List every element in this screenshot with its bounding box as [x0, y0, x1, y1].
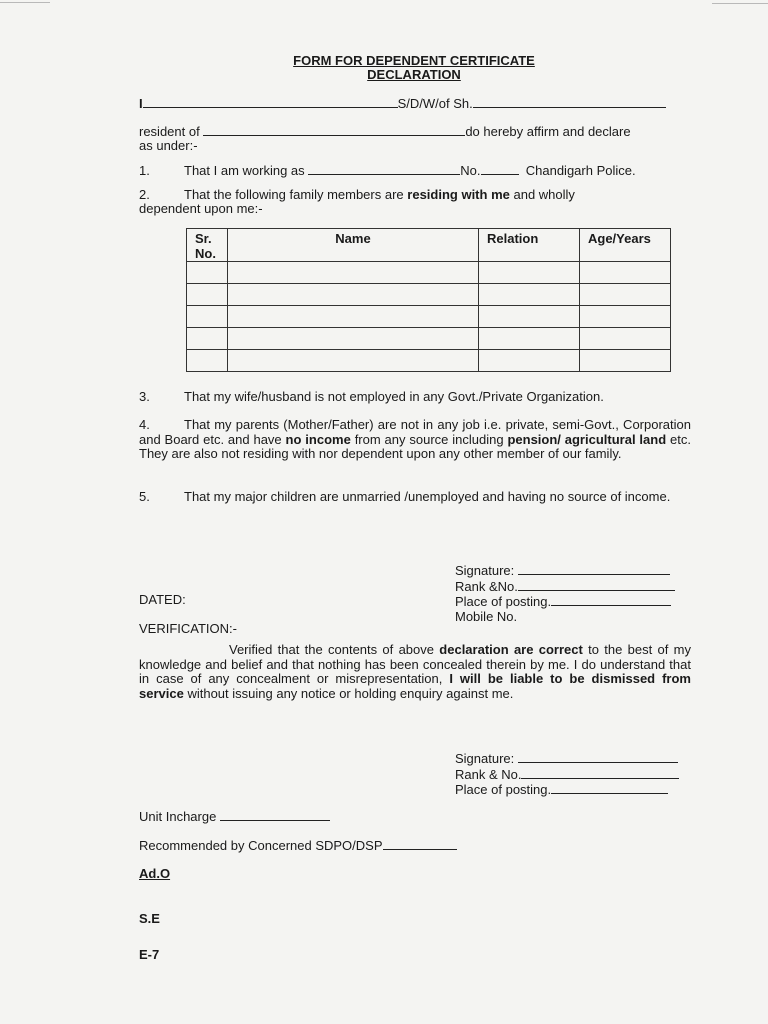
- item-2-text-after: and wholly: [513, 187, 575, 202]
- table-row: [187, 306, 671, 328]
- as-under: as under:-: [139, 138, 198, 153]
- scan-edge-mark: [0, 2, 50, 3]
- place-blank[interactable]: [551, 782, 668, 794]
- item-3-text: That my wife/husband is not employed in any Govt./Private Organization.: [184, 389, 604, 404]
- rank-label: Rank & No.: [455, 766, 522, 782]
- form-title-line1: FORM FOR DEPENDENT CERTIFICATE: [293, 53, 535, 68]
- recommended-label: Recommended by Concerned SDPO/DSP: [139, 838, 383, 853]
- resident-blank[interactable]: [203, 124, 465, 136]
- table-cell[interactable]: [228, 262, 479, 284]
- no-label: No.: [460, 163, 481, 178]
- verification-text-1: Verified that the contents of above: [229, 642, 434, 657]
- item-number: 1.: [139, 163, 150, 178]
- verification-text: [139, 643, 691, 701]
- table-cell[interactable]: [580, 262, 671, 284]
- resident-label: resident of: [139, 124, 200, 139]
- signature-label: Signature:: [455, 751, 515, 766]
- signature-blank[interactable]: [518, 563, 670, 575]
- table-cell[interactable]: [580, 284, 671, 306]
- signature-blank[interactable]: [518, 751, 678, 763]
- resident-line: [139, 124, 631, 139]
- table-cell[interactable]: [187, 328, 228, 350]
- no-blank[interactable]: [481, 163, 519, 175]
- father-name-blank[interactable]: [473, 96, 666, 108]
- table-cell[interactable]: [187, 350, 228, 372]
- item-2: [139, 187, 575, 202]
- item-number: 4.: [139, 417, 150, 432]
- place-label: Place of posting.: [455, 594, 552, 609]
- signature-block-1: [455, 563, 675, 624]
- sdw-label: S/D/W/of Sh.: [397, 96, 473, 111]
- table-cell[interactable]: [228, 328, 479, 350]
- working-as-blank[interactable]: [308, 163, 460, 175]
- table-row: [187, 328, 671, 350]
- verification-text-3: without issuing any notice or holding enquiry against me.: [187, 685, 514, 701]
- table-header-row: [187, 229, 671, 262]
- table-cell[interactable]: [187, 262, 228, 284]
- unit-incharge-line: [139, 809, 330, 824]
- recommended-blank[interactable]: [383, 838, 457, 850]
- ado-label: Ad.O: [139, 866, 171, 881]
- item-2-line2: dependent upon me:-: [139, 201, 263, 216]
- item-2-bold: residing with me: [407, 187, 510, 202]
- se-label: S.E: [139, 911, 160, 926]
- item-5: [139, 490, 691, 505]
- rank-blank[interactable]: [521, 767, 679, 779]
- table-cell[interactable]: [479, 262, 580, 284]
- item-4-bold-1: no income: [285, 431, 351, 447]
- table-cell[interactable]: [580, 350, 671, 372]
- table-cell[interactable]: [479, 350, 580, 372]
- dependents-table: [186, 228, 671, 372]
- table-cell[interactable]: [187, 284, 228, 306]
- table-cell[interactable]: [479, 328, 580, 350]
- name-blank[interactable]: [143, 96, 398, 108]
- police-label: Chandigarh Police.: [525, 163, 636, 178]
- unit-incharge-label: Unit Incharge: [139, 809, 217, 824]
- verification-label: VERIFICATION:-: [139, 621, 237, 636]
- item-4-text-3: etc. They are also not residing with nor dependent upon any other member of our family.: [139, 431, 691, 461]
- signature-label: Signature:: [455, 563, 515, 578]
- table-cell[interactable]: [479, 284, 580, 306]
- e7-label: E-7: [139, 947, 160, 962]
- item-number: 2.: [139, 187, 150, 202]
- verification-bold-2: I will be liable to be dismissed from service: [139, 671, 691, 701]
- item-3: [139, 389, 604, 404]
- i-label: I: [139, 96, 143, 111]
- table-cell[interactable]: [479, 306, 580, 328]
- table-cell[interactable]: [228, 350, 479, 372]
- place-label: Place of posting.: [455, 782, 552, 797]
- rank-label: Rank &No.: [455, 578, 518, 594]
- item-4-text-2: from any source including: [354, 431, 504, 447]
- col-sr-no: Sr. No.: [187, 229, 228, 262]
- item-4: [139, 418, 691, 462]
- rank-blank[interactable]: [518, 579, 675, 591]
- scan-edge-mark: [712, 3, 768, 4]
- form-title-line2: DECLARATION: [367, 67, 461, 82]
- item-2-text: That the following family members are: [184, 187, 404, 202]
- verification-bold-1: declaration are correct: [439, 642, 583, 657]
- place-blank[interactable]: [551, 594, 671, 606]
- affirm-text: do hereby affirm and declare: [465, 124, 631, 139]
- item-4-bold-2: pension/ agricultural land: [507, 431, 667, 447]
- verification-text-2: to the best of my knowledge and belief and that nothing has been concealed therein by me. I do understand that in case of any concealment or misrepresentation,: [139, 642, 691, 686]
- col-age: Age/Years: [580, 229, 671, 262]
- table-cell[interactable]: [580, 328, 671, 350]
- table-row: [187, 350, 671, 372]
- item-number: 5.: [139, 489, 150, 504]
- table-row: [187, 284, 671, 306]
- signature-block-2: [455, 751, 679, 798]
- col-relation: Relation: [479, 229, 580, 262]
- unit-incharge-blank[interactable]: [220, 809, 330, 821]
- item-1: [139, 163, 636, 178]
- table-cell[interactable]: [228, 306, 479, 328]
- item-5-text: That my major children are unmarried /unemployed and having no source of income.: [184, 489, 671, 504]
- table-row: [187, 262, 671, 284]
- col-name: Name: [228, 229, 479, 262]
- recommended-line: [139, 838, 457, 853]
- item-number: 3.: [139, 389, 150, 404]
- item-1-text: That I am working as: [184, 163, 305, 178]
- table-cell[interactable]: [187, 306, 228, 328]
- item-4-text: That my parents (Mother/Father) are not in any job i.e. private, semi-Govt., Corporation and Board etc. and have: [139, 417, 691, 447]
- table-cell[interactable]: [580, 306, 671, 328]
- dated-label: DATED:: [139, 592, 186, 607]
- table-cell[interactable]: [228, 284, 479, 306]
- intro-name-line: [139, 96, 666, 111]
- mobile-label: Mobile No.: [455, 608, 518, 624]
